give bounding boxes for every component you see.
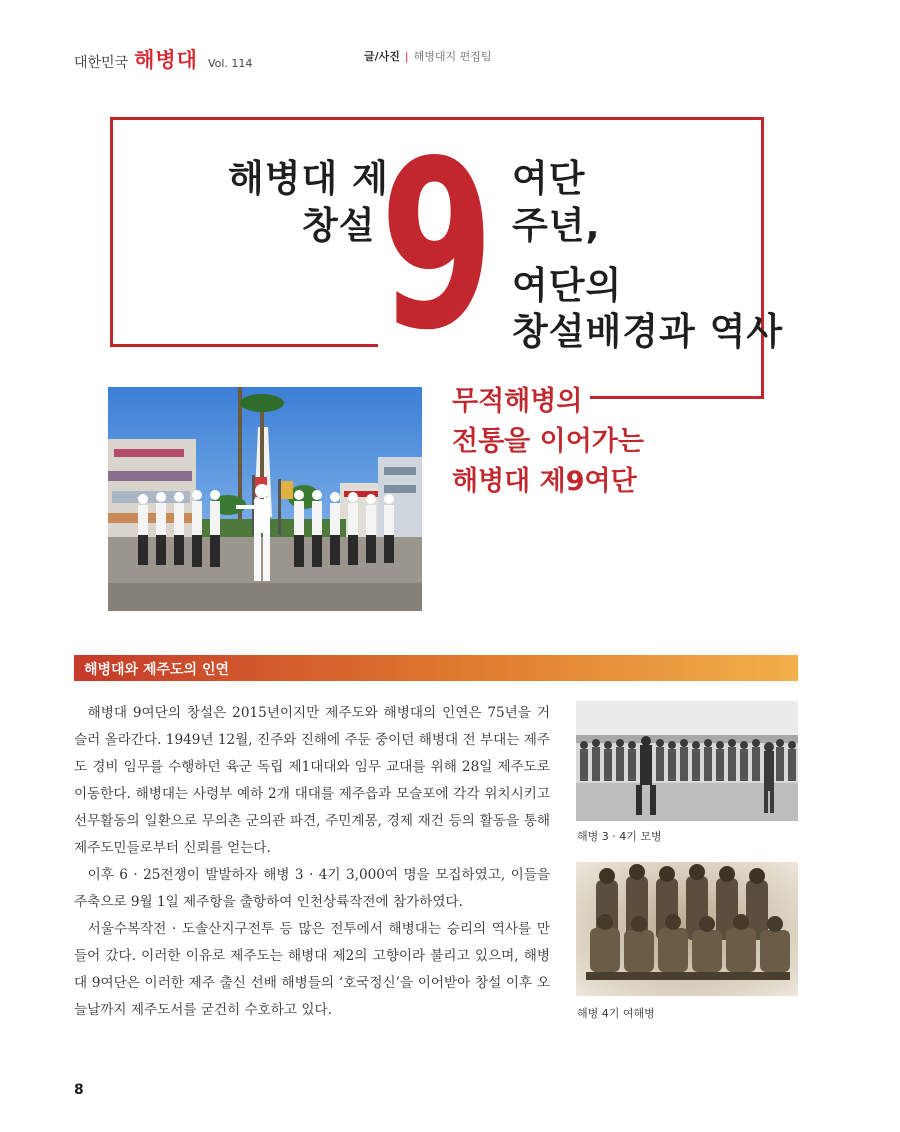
header-volume: Vol. 114 [207, 57, 253, 70]
credit-label: 글/사진 [364, 50, 400, 63]
title-frame-right [761, 117, 764, 399]
body-paragraph-3: 서울수복작전 · 도솔산지구전투 등 많은 전투에서 해병대는 승리의 역사를 만들어 갔다. 이러한 이유로 제주도는 해병대 제2의 고향이라 불리고 있으며, 해병대 9여단은 이러한 제주 출신 선배 해병들의 ‘호국정신’을 이어받아 창설 이후 오늘날까지 제주도서를 굳건히 수호하고 있다. [74, 921, 550, 1018]
recruits-photo [576, 701, 798, 821]
header-brand: 해병대 [134, 48, 198, 72]
article-body [74, 700, 550, 1024]
photo2-caption: 해병 4기 여해병 [577, 1007, 655, 1020]
body-paragraph-2: 이후 6 · 25전쟁이 발발하자 해병 3 · 4기 3,000여 명을 모집하였고, 이들을 주축으로 9월 1일 제주항을 출항하여 인천상륙작전에 참가하였다. [74, 867, 550, 910]
female-marines-photo [576, 862, 798, 996]
header-credit [364, 48, 492, 64]
title-frame-bottom-left [110, 344, 378, 347]
credit-team: 해병대지 편집팀 [413, 50, 492, 63]
page-header [74, 44, 492, 72]
title-left-line1: 해병대 제 [228, 157, 389, 200]
title-number [378, 116, 496, 352]
page-number: 8 [74, 1082, 84, 1098]
body-paragraph-1: 해병대 9여단의 창설은 2015년이지만 제주도와 해병대의 인연은 75년을 거슬러 올라간다. 1949년 12월, 진주와 진해에 주둔 중이던 해병대 전 부대는 제주도 경비 임무를 수행하던 육군 독립 제1대대와 임무 교대를 위해 28일 제주도로 이동한다. 해병대는 사령부 예하 2개 대대를 제주읍과 모슬포에 각각 위치시키고 선무활동의 일환으로 무의촌 군의관 파견, 주민계몽, 경제 재건 등의 활동을 통해 제주도민들로부터 신뢰를 얻는다. [74, 705, 550, 856]
title-frame-bottom-right [590, 396, 764, 399]
subtitle-line1: 무적해병의 [452, 386, 583, 417]
title-number-text: 9 [380, 116, 494, 352]
title-right-line4: 창설배경과 역사 [512, 310, 784, 353]
title-left-line2: 창설 [302, 204, 376, 247]
section-header-bar [74, 655, 798, 681]
header-country: 대한민국 [74, 55, 129, 71]
title-right-line2: 주년, [512, 204, 601, 247]
subtitle-line3: 해병대 제9여단 [452, 466, 637, 497]
photo1-caption: 해병 3 · 4기 모병 [577, 830, 662, 843]
title-right-line3: 여단의 [512, 264, 623, 307]
parade-photo [108, 387, 422, 611]
credit-separator: | [404, 50, 409, 63]
title-right-line1: 여단 [512, 157, 586, 200]
title-frame-left [110, 117, 113, 347]
subtitle-line2: 전통을 이어가는 [452, 426, 644, 457]
section-title: 해병대와 제주도의 인연 [84, 662, 229, 678]
